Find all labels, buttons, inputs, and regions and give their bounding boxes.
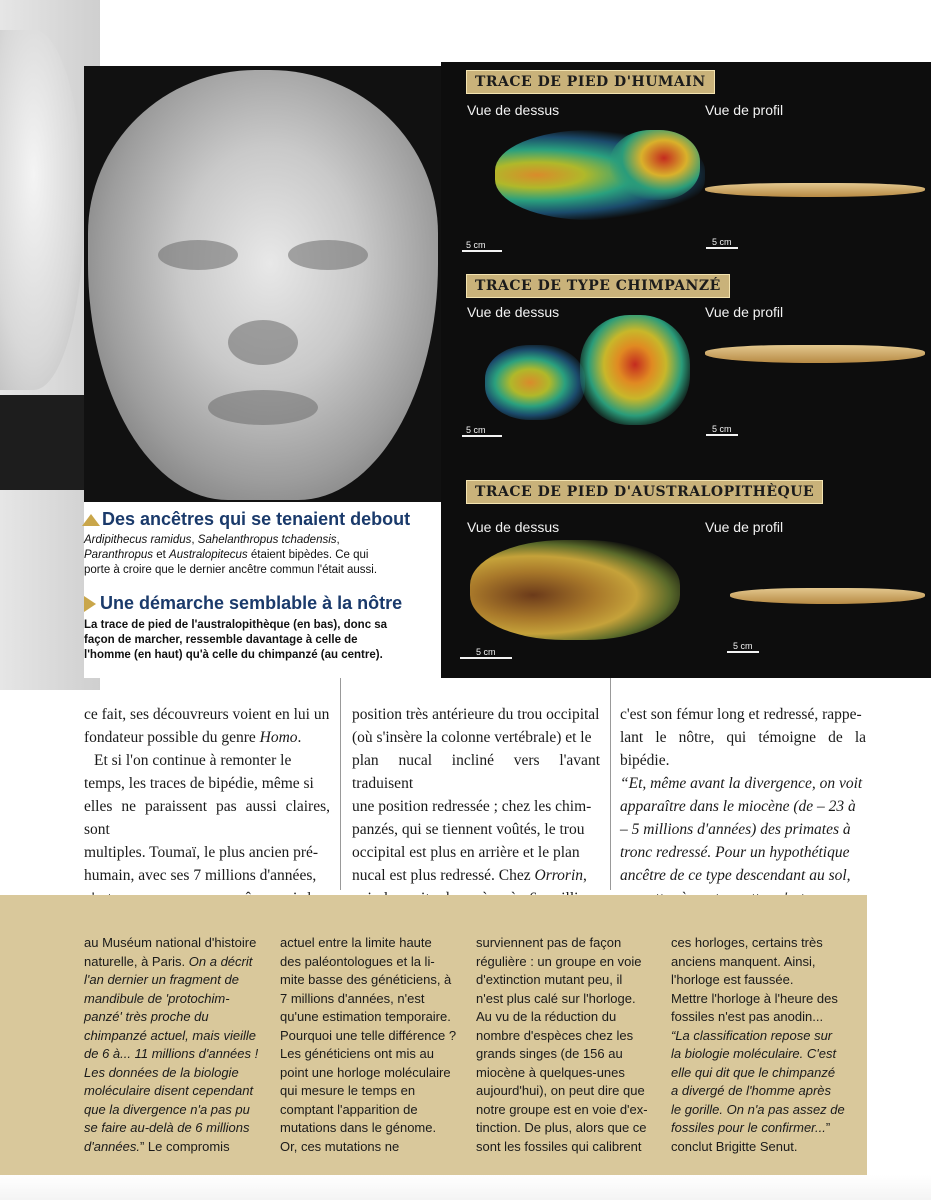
right-eye [288,240,368,270]
scale-bar [706,434,738,436]
panel-human-scale-top: 5 cm [466,240,486,250]
chimp-forefoot-top [580,315,690,425]
caption1-heading: Des ancêtres qui se tenaient debout [102,509,411,529]
panel-australopith-scale-side: 5 cm [733,641,753,651]
triangle-right-icon [84,596,96,612]
panel-australopith-title: TRACE DE PIED D'AUSTRALOPITHÈQUE [466,480,823,504]
photo-shadow [0,395,84,490]
scale-bar [727,651,759,653]
caption1-text: Ardipithecus ramidus, Sahelanthropus tchadensis, Paranthropus et Australopitecus étaient bipèdes. Ce qui porte à croire que le dernier ancêtre commun l'était aussi. [84,534,378,576]
caption2-text: La trace de pied de l'australopithèque (en bas), donc sa façon de marcher, ressemble davantage à celle de l'homme (en haut) qu'à celle du chimpanzé (au centre). [84,619,388,661]
australopith-footprint-profile [730,588,925,604]
scale-bar [706,247,738,249]
panel-australopith-top-label: Vue de dessus [467,519,560,535]
caption2-heading: Une démarche semblable à la nôtre [100,593,403,613]
sidebar-column-4: ces horloges, certains très anciens manquent. Ainsi, l'horloge est faussée. Mettre l'horloge à l'heure des fossiles n'est pas anodin... “La classification repose sur la biologie moléculaire. C'est elle qui dit que le chimpanzé a divergé de l'homme après le gorille. On n'a pas assez de fossiles pour le confirmer...” conclut Brigitte Senut. [671,935,845,1154]
nose [228,320,298,365]
panel-chimp-top-label: Vue de dessus [467,304,560,320]
human-footprint-profile [705,183,925,197]
panel-human-scale-side: 5 cm [712,237,732,247]
triangle-up-icon [82,514,100,526]
article-column-3: c'est son fémur long et redressé, rappe- lant le nôtre, qui témoigne de la bipédie. “Et, même avant la divergence, on voit apparaître dans le miocène (de – 23 à – 5 millions d'années) des primates à tronc redressé. Pour un hypothétique ancêtre de ce type descendant au sol, [620,706,866,884]
chimp-footprint-profile [705,345,925,363]
left-eye [158,240,238,270]
article-column-1: ce fait, ses découvreurs voient en lui un fondateur possible du genre Homo. Et si l'on continue à remonter le temps, les traces de bipédie, même si elles ne paraissent pas aussi claires, sont multiples. Toumaï, le plus ancien pré- humain, avec ses 7 millions d'années, [84,706,330,884]
panel-human-title: TRACE DE PIED D'HUMAIN [466,70,715,94]
sidebar-column-3: surviennent pas de façon régulière : un groupe en voie d'extinction mutant peu, il n'est plus calé sur l'horloge. Au vu de la réduction du nombre d'espèces chez les grands singes (de 156 au miocène à quelques-unes aujourd'hui), on peut dire que notre groupe est en voie d'ex- tinction. De plus, alors que ce sont les fossiles qui calibrent [476,935,648,1154]
panel-australopith-side-label: Vue de profil [705,519,784,535]
page-margin [867,895,931,1175]
sidebar-column-2: actuel entre la limite haute des paléontologues et la li- mite basse des généticiens, à 7 millions d'années, n'est qu'une estimation temporaire. Pourquoi une telle différence ? Les généticiens ont mis au point une horloge moléculaire qui mesure le temps en comptant l'apparition de mutations dans le génome. Or, ces mutations ne [280,935,457,1154]
panel-human-top-label: Vue de dessus [467,102,560,118]
hominid-face-reconstruction [88,70,438,500]
chimp-heel-top [485,345,585,420]
column-rule [610,678,611,890]
scale-bar [462,435,502,437]
human-toes-top [610,130,700,200]
australopith-footprint-top [470,540,680,640]
column-rule [340,678,341,890]
sidebar-column-1: au Muséum national d'histoire naturelle, à Paris. On a décrit l'an dernier un fragment de mandibule de 'protochim- panzé' très proche du chimpanzé actuel, mais vieille de 6 à... 11 millions d'années ! Les données de la biologie moléculaire disent cependant que la divergence n'a pas pu se faire au-delà de 6 millions d'années.” Le compromis [84,935,259,1154]
panel-chimp-side-label: Vue de profil [705,304,784,320]
panel-chimp-scale-top: 5 cm [466,425,486,435]
mouth [208,390,318,425]
panel-chimp-title: TRACE DE TYPE CHIMPANZÉ [466,274,730,298]
panel-australopith-scale-top: 5 cm [476,647,496,657]
panel-chimp-scale-side: 5 cm [712,424,732,434]
scale-bar [460,657,512,659]
article-column-2: position très antérieure du trou occipital (où s'insère la colonne vertébrale) et le plan nucal incliné vers l'avant traduisent une position redressée ; chez les chim- panzés, qui se tiennent voûtés, le trou occipital est plus en arrière et le plan nucal est plus redressé. Chez Orrorin, [352,706,600,884]
scale-bar [462,250,502,252]
panel-human-side-label: Vue de profil [705,102,784,118]
page-bottom-edge [0,1175,931,1200]
